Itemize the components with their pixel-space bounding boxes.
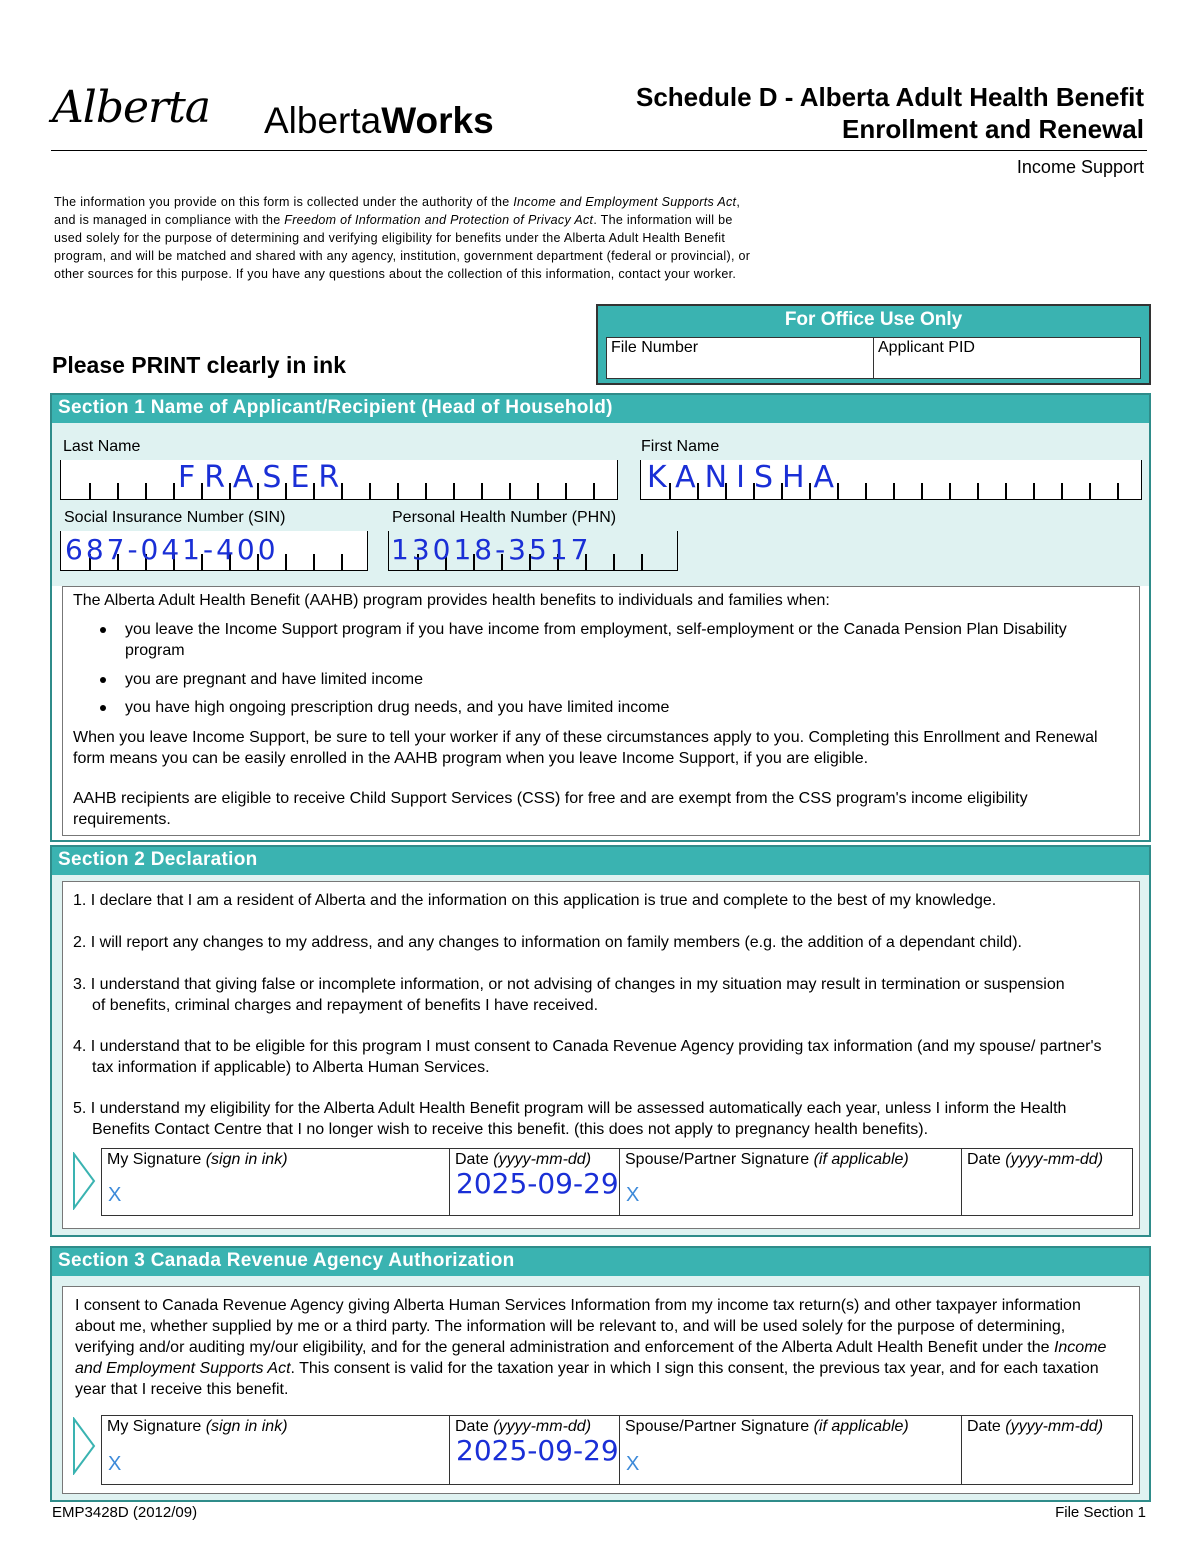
program-name: Income Support	[1016, 157, 1144, 177]
signature-x-mark: X	[626, 1184, 640, 1206]
signature-x-mark: X	[108, 1184, 122, 1206]
bullet-1: you leave the Income Support program if you have income from employment, self-employment or the Canada Pension Plan Disability program	[125, 621, 1067, 659]
signature-x-mark: X	[626, 1453, 640, 1475]
tick	[921, 483, 923, 499]
spouse-signature-hint: (if applicable)	[813, 1151, 909, 1168]
spouse-signature-field[interactable]	[620, 1149, 962, 1215]
bullet-dot	[100, 705, 106, 711]
sin-value: 687-041-400	[65, 533, 279, 566]
tick	[1117, 483, 1119, 499]
date-label: Date	[455, 1151, 489, 1168]
tick	[313, 554, 315, 570]
section-1-heading: Section 1 Name of Applicant/Recipient (Head of Household)	[52, 395, 1149, 423]
tick	[977, 483, 979, 499]
spouse-date-field[interactable]	[962, 1149, 1132, 1215]
form-title-line1: Schedule D - Alberta Adult Health Benefit	[635, 82, 1144, 112]
office-use-title: For Office Use Only	[784, 309, 963, 330]
tick	[1005, 483, 1007, 499]
office-fields	[606, 337, 1141, 379]
tick	[893, 483, 895, 499]
tick	[641, 554, 643, 570]
tick	[1061, 483, 1063, 499]
applicant-pid-label: Applicant PID	[878, 339, 975, 356]
my-signature-label: My Signature	[107, 1151, 202, 1168]
privacy-text-2: , and is managed in compliance with the	[54, 195, 741, 227]
tick	[865, 483, 867, 499]
office-use-box	[596, 304, 1151, 385]
tick	[565, 483, 567, 499]
applicant-pid-field[interactable]	[873, 338, 1140, 378]
privacy-notice	[54, 193, 754, 283]
aahb-info-box	[62, 586, 1140, 836]
my-signature-hint: (sign in ink)	[205, 1418, 288, 1435]
tick	[481, 483, 483, 499]
aahb-intro: The Alberta Adult Health Benefit (AAHB) program provides health benefits to individuals and families when:	[73, 592, 830, 609]
spouse-signature-label: Spouse/Partner Signature	[625, 1151, 810, 1168]
tick	[285, 554, 287, 570]
declaration-item-3: 3. I understand that giving false or incomplete information, or not advising of changes in my situation may result in termination or suspension of benefits, criminal charges and repayment of benefits I have received.	[73, 976, 1065, 1014]
tick	[369, 483, 371, 499]
date-field[interactable]	[450, 1416, 620, 1484]
file-number-field[interactable]	[607, 338, 873, 378]
section-3-signature-table	[101, 1415, 1133, 1485]
bullet-dot	[100, 677, 106, 683]
file-number-label: File Number	[611, 339, 699, 356]
tick	[593, 483, 595, 499]
tick	[509, 483, 511, 499]
date-hint: (yyyy-mm-dd)	[1005, 1151, 1104, 1168]
declaration-box	[62, 881, 1140, 1229]
privacy-act-1: Income and Employment Supports Act	[513, 195, 737, 209]
date-hint: (yyyy-mm-dd)	[493, 1151, 592, 1168]
sin-label: Social Insurance Number (SIN)	[64, 509, 286, 526]
section-2	[50, 845, 1151, 1237]
date-label: Date	[967, 1418, 1001, 1435]
sign-here-arrow-icon	[72, 1152, 98, 1210]
phn-value: 13018-3517	[391, 533, 592, 566]
date-field[interactable]	[450, 1149, 620, 1215]
aahb-para-1: When you leave Income Support, be sure to tell your worker if any of these circumstances apply to you. Completing this Enrollment and Renewal form means you can be easily enrolled in the AAHB program when you leave Income Support, if you are eligible.	[73, 729, 1098, 767]
form-title-line2: Enrollment and Renewal	[842, 114, 1144, 144]
my-signature-field[interactable]	[102, 1416, 450, 1484]
my-signature-label: My Signature	[107, 1418, 202, 1435]
declaration-item-1: 1. I declare that I am a resident of Alberta and the information on this application is true and complete to the best of my knowledge.	[73, 892, 997, 909]
spouse-signature-hint: (if applicable)	[813, 1418, 909, 1435]
tick	[145, 483, 147, 499]
cra-consent-part-1: I consent to Canada Revenue Agency giving Alberta Human Services Information from my income tax return(s) and other taxpayer information about me, whether supplied by me or a third party. The information will be relevant to, and will be used solely for the purpose of determining, verifying and/or auditing my/our eligibility, and for the general administration and enforcement of the Alberta Adult Health Benefit under the	[75, 1297, 1081, 1356]
privacy-text-1: The information you provide on this form is collected under the authority of the	[54, 195, 514, 209]
logo-works-bold: Works	[381, 100, 494, 141]
tick	[173, 483, 175, 499]
section-2-signature-table	[101, 1148, 1133, 1216]
tick	[117, 483, 119, 499]
header-divider	[51, 150, 1147, 151]
alberta-logo: Alberta	[52, 82, 210, 133]
aahb-para-2: AAHB recipients are eligible to receive Child Support Services (CSS) for free and are exempt from the CSS program's income eligibility requirements.	[73, 790, 1028, 828]
tick	[341, 554, 343, 570]
tick	[613, 554, 615, 570]
first-name-label: First Name	[641, 438, 720, 455]
date-hint: (yyyy-mm-dd)	[1005, 1418, 1104, 1435]
first-name-input[interactable]	[640, 460, 1142, 500]
tick	[453, 483, 455, 499]
section-3	[50, 1246, 1151, 1502]
date-label: Date	[455, 1418, 489, 1435]
privacy-text-3: . The information will be used solely for the purpose of determining and verifying eligibility for benefits under the Alberta Adult Health Benefit program, and will be matched and shared with any agency, institution, government department (federal or provincial), or other sources for this purpose. If you have any questions about the collection of this information, contact your worker.	[54, 213, 751, 281]
date-value: 2025-09-29	[456, 1167, 619, 1200]
file-section: File Section 1	[1055, 1504, 1146, 1521]
albertaworks-logo	[264, 100, 494, 142]
tick	[1033, 483, 1035, 499]
bullet-2: you are pregnant and have limited income	[125, 671, 423, 688]
signature-x-mark: X	[108, 1453, 122, 1475]
phn-input[interactable]	[388, 531, 678, 571]
tick	[425, 483, 427, 499]
phn-label: Personal Health Number (PHN)	[392, 509, 617, 526]
last-name-label: Last Name	[63, 438, 141, 455]
declaration-item-4: 4. I understand that to be eligible for this program I must consent to Canada Revenue Agency providing tax information (and my spouse/ partner's tax information if applicable) to Alberta Human Services.	[73, 1038, 1102, 1076]
date-value: 2025-09-29	[456, 1434, 619, 1467]
date-label: Date	[967, 1151, 1001, 1168]
cra-consent-part-2: . This consent is valid for the taxation year in which I sign this consent, the previous tax year, and for each taxation year that I receive this benefit.	[75, 1360, 1099, 1398]
bullet-3: you have high ongoing prescription drug needs, and you have limited income	[125, 699, 670, 716]
cra-consent-act: Income and Employment Supports Act	[75, 1339, 1107, 1377]
tick	[949, 483, 951, 499]
cra-consent-box	[62, 1286, 1140, 1494]
section-2-heading: Section 2 Declaration	[52, 847, 1149, 875]
last-name-value: FRASER	[178, 460, 349, 495]
last-name-input[interactable]	[60, 460, 618, 500]
my-signature-field[interactable]	[102, 1149, 450, 1215]
declaration-item-5: 5. I understand my eligibility for the Alberta Adult Health Benefit program will be assessed automatically each year, unless I inform the Health Benefits Contact Centre that I no longer wish to receive this benefit. (this does not apply to pregnancy health benefits).	[73, 1100, 1067, 1138]
tick	[397, 483, 399, 499]
tick	[89, 483, 91, 499]
bullet-dot	[100, 627, 106, 633]
date-hint: (yyyy-mm-dd)	[493, 1418, 592, 1435]
cra-consent-text	[75, 1295, 1115, 1400]
print-instruction: Please PRINT clearly in ink	[52, 352, 347, 378]
sign-here-arrow-icon	[72, 1417, 98, 1475]
section-1	[50, 393, 1151, 842]
tick	[1089, 483, 1091, 499]
my-signature-hint: (sign in ink)	[205, 1151, 288, 1168]
spouse-date-field[interactable]	[962, 1416, 1132, 1484]
logo-works-light: Alberta	[264, 100, 382, 141]
section-3-heading: Section 3 Canada Revenue Agency Authorization	[52, 1248, 1149, 1276]
spouse-signature-label: Spouse/Partner Signature	[625, 1418, 810, 1435]
spouse-signature-field[interactable]	[620, 1416, 962, 1484]
form-code: EMP3428D (2012/09)	[52, 1504, 198, 1521]
privacy-act-2: Freedom of Information and Protection of Privacy Act	[284, 213, 594, 227]
first-name-value: KANISHA	[647, 460, 844, 495]
sin-input[interactable]	[60, 531, 368, 571]
declaration-item-2: 2. I will report any changes to my address, and any changes to information on family members (e.g. the addition of a dependant child).	[73, 934, 1022, 951]
tick	[537, 483, 539, 499]
